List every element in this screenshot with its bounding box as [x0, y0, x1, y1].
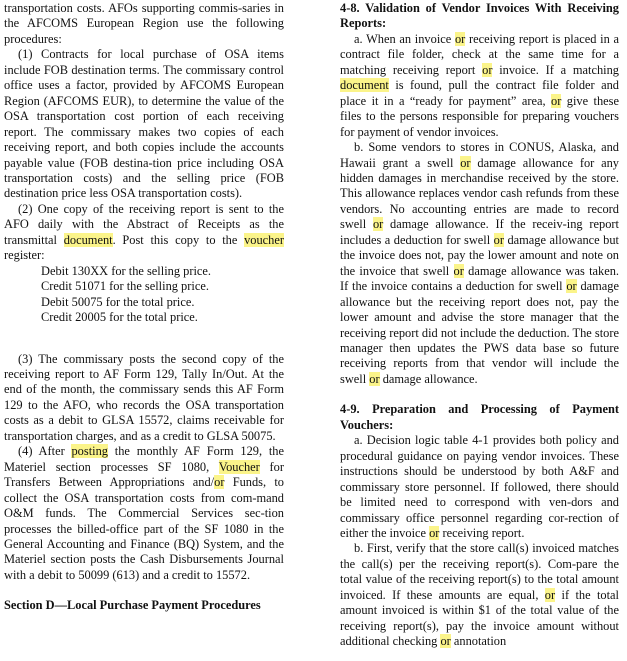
text-run: receiving report is placed in a contract file folder, check at the same time for a matching receiving report: [340, 31, 619, 77]
highlighted-term: or: [482, 62, 493, 77]
text-run: b. Some vendors to stores in CONUS, Alaska, and Hawaii grant a swell: [340, 140, 619, 170]
spacer: [4, 583, 284, 598]
paragraph-4-9-a: [340, 433, 619, 541]
journal-entry: Credit 51071 for the selling price.: [41, 279, 209, 294]
text-run: register:: [4, 248, 45, 263]
text-run: damage allowance was taken. If the invoice contains a deduction for swell: [340, 263, 619, 294]
text-run: receiving report.: [439, 525, 525, 540]
highlighted-term: Voucher: [218, 459, 260, 474]
text-run: Funds, to collect the OSA transportation costs from com-mand O&M funds. The Commercial Services sec-tion processes the billed-office part of the SF 1080 in the General Accounting and Finance (BQ) System, and the Materiel section posts the Cash Disbursements Journal with a debit to 50099 (613) and a credit to 15572.: [4, 475, 284, 582]
text-run: b. First, verify that the store call(s) invoiced matches the call(s) per the receiving report(s). Com-pare the total value of the receiving report(s) to the total amount invoiced. If these amounts are equal,: [340, 541, 619, 602]
highlighted-term: posting: [71, 444, 108, 459]
highlighted-term: or: [453, 263, 464, 278]
text-run: damage allowance but the receiving report does not, pay the lower amount and advise the store manager that the receiving report did not include the deduction. The store manager then updates the PWS data base so future receiving reports from that vendor will include the swell: [340, 279, 619, 386]
highlighted-term: or: [369, 371, 380, 386]
text-run: give these files to the persons responsible for preparing vouchers for payment of vendor invoices.: [340, 93, 619, 139]
text-run: a. Decision logic table 4-1 provides both policy and procedural guidance on paying vendor invoices. These instructions should be understood by both A&F and commissary store personnel. If followed, there should be limited need to correspond with ven-dors and commissary office personnel regarding cor-rection of either the invoice: [340, 433, 619, 540]
highlighted-term: or: [544, 587, 556, 602]
highlighted-term: or: [566, 279, 577, 294]
spacer: [340, 387, 619, 402]
journal-entry: Debit 130XX for the selling price.: [41, 263, 211, 278]
text-run: is found, pull the contract file folder and place it in a “ready for payment” area,: [340, 78, 619, 108]
procedure-item-4: [4, 444, 284, 583]
text-run: (1) Contracts for local purchase of OSA items include FOB destination terms. The commissary control office uses a factor, provided by AFCOMS European Region (AFCOMS EUR), to determine the value of the OSA transportation cost portion of each receiving report. The commissary makes two copies of each receiving report, and both copies include the accounts payable value (FOB destina-tion price including OSA transportation costs) and the selling price (FOB destination price less OSA transportation costs).: [4, 47, 284, 201]
paragraph-4-8-a: [340, 32, 619, 140]
journal-entries: [41, 264, 284, 326]
text-run: damage allowance. If the receiv-ing report includes a deduction for swell: [340, 217, 619, 247]
paragraph-4-9-b: [340, 541, 619, 649]
intro-paragraph: [4, 1, 284, 47]
spacer: [4, 326, 284, 352]
text-run: (3) The commissary posts the second copy of the receiving report to AF Form 129, Tally In/Out. At the end of the month, the commissary sends this AF Form 129 to the AFO, who records the OSA transportation costs as a debit to GLSA 15572, claims receivable for transportation charges, and as a credit to GLSA 50075.: [4, 351, 284, 443]
highlighted-term: document: [340, 78, 389, 93]
text-run: invoice. If a matching: [492, 62, 619, 77]
procedure-item-2: [4, 202, 284, 264]
journal-entry: Debit 50075 for the total price.: [41, 294, 195, 309]
journal-entry: Credit 20005 for the total price.: [41, 310, 198, 325]
highlighted-term: or: [429, 525, 440, 540]
text-run: a. When an invoice: [354, 31, 455, 46]
highlighted-term: or: [440, 634, 451, 649]
text-run: damage allowance.: [379, 371, 478, 386]
highlighted-term: or: [460, 155, 471, 170]
highlighted-term: document: [63, 232, 113, 247]
highlighted-term: or: [493, 232, 504, 247]
text-run: (2) One copy of the receiving report is sent to the AFO daily with the Abstract of Receipts as the transmittal: [4, 201, 284, 247]
highlighted-term: voucher: [244, 232, 284, 247]
text-run: annotation: [450, 634, 507, 649]
text-run: damage allowance for any hidden damages in merchandise received by the store. This allowance replaces vendor cash refunds from these vendors. No accounting entries are made to record swell: [340, 155, 619, 232]
text-run: damage allowance but the invoice does not, pay the lower amount and note on the invoice that swell: [340, 232, 619, 278]
left-column: [4, 1, 284, 614]
heading-4-8: 4-8. Validation of Vendor Invoices With Receiving Reports:: [340, 1, 619, 31]
highlighted-term: or: [372, 217, 384, 232]
text-run: the monthly AF Form 129, the Materiel section processes SF 1080,: [4, 444, 284, 474]
text-run: (4) After: [18, 444, 72, 459]
section-heading: Section D—Local Purchase Payment Procedures: [4, 598, 261, 613]
heading-4-9: 4-9. Preparation and Processing of Payment Vouchers:: [340, 402, 619, 432]
right-column: [340, 1, 619, 650]
highlighted-term: or: [454, 31, 466, 46]
procedure-item-1: [4, 47, 284, 202]
highlighted-term: or: [214, 475, 225, 490]
text-run: . Post this copy to the: [112, 232, 245, 247]
procedure-item-3: [4, 352, 284, 445]
text-run: transportation costs. AFOs supporting commis-saries in the AFCOMS European Region use the following procedures:: [4, 1, 284, 46]
highlighted-term: or: [551, 93, 562, 108]
paragraph-4-8-b: [340, 140, 619, 387]
text-run: for Transfers Between Appropriations and/: [4, 459, 284, 490]
text-run: if the total amount invoiced is within $1 of the total value of the receiving report(s), pay the invoice amount without additional checking: [340, 587, 619, 649]
